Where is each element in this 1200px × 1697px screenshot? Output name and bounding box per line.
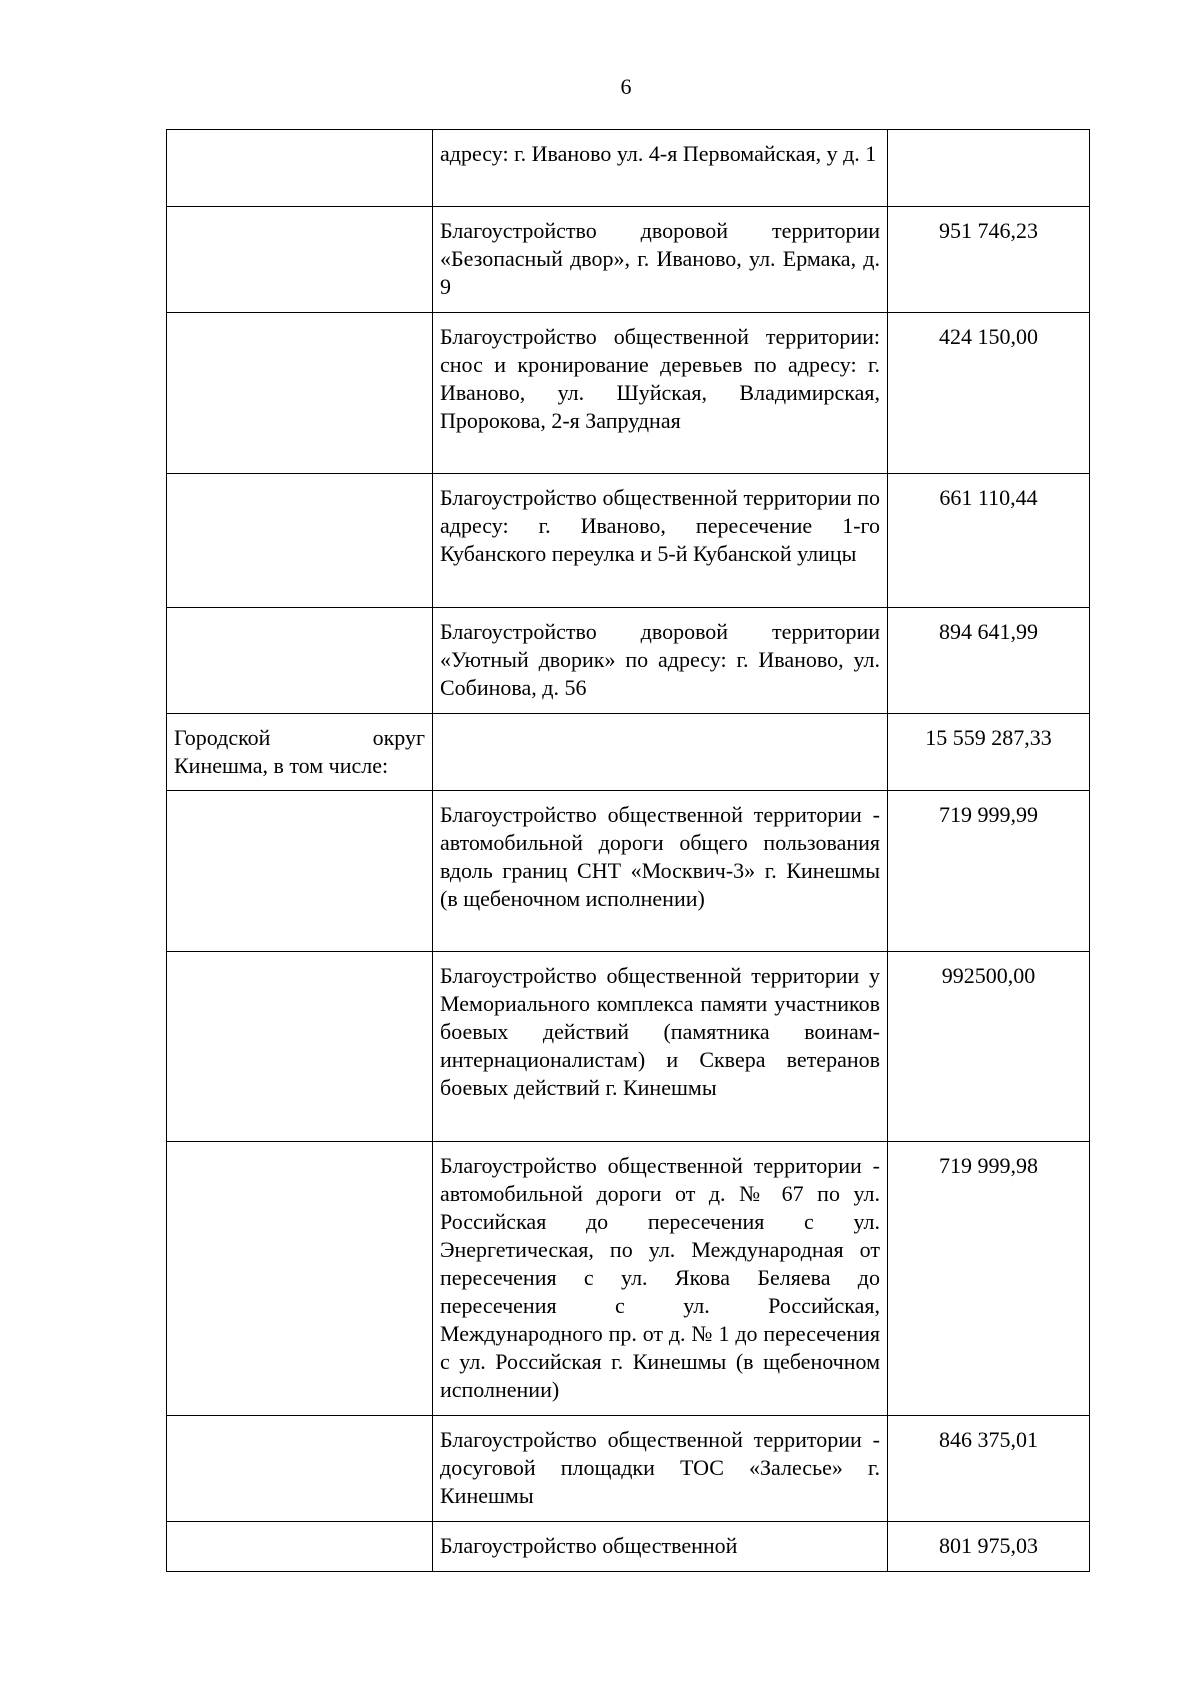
municipality-cell: [167, 130, 433, 207]
amount-cell: 951 746,23: [888, 207, 1090, 313]
table-row: [167, 608, 1090, 714]
object-cell: Благоустройство общественной: [433, 1522, 888, 1572]
table-row: [167, 313, 1090, 474]
amount-cell: 801 975,03: [888, 1522, 1090, 1572]
table-row: [167, 1142, 1090, 1416]
object-cell: [433, 714, 888, 791]
object-cell: Благоустройство общественной территории по адресу: г. Иваново, пересечение 1-го Кубанского переулка и 5-й Кубанской улицы: [433, 474, 888, 608]
object-cell: Благоустройство общественной территории у Мемориального комплекса памяти участников боевых действий (памятника воинам-интернационалистам) и Сквера ветеранов боевых действий г. Кинешмы: [433, 952, 888, 1142]
municipality-cell: [167, 1522, 433, 1572]
page-number: 6: [620, 74, 632, 99]
municipality-cell: [167, 791, 433, 952]
municipality-cell: [167, 474, 433, 608]
table-row: [167, 1416, 1090, 1522]
amount-cell: 719 999,98: [888, 1142, 1090, 1416]
table-row: [167, 952, 1090, 1142]
object-cell: Благоустройство дворовой территории «Уютный дворик» по адресу: г. Иваново, ул. Собинова, д. 56: [433, 608, 888, 714]
object-cell: Благоустройство общественной территории - автомобильной дороги от д. № 67 по ул. Российская до пересечения с ул. Энергетическая, по ул. Международная от пересечения с ул. Якова Беляева до пересечения с ул. Российская, Международного пр. от д. № 1 до пересечения с ул. Российская г. Кинешмы (в щебеночном исполнении): [433, 1142, 888, 1416]
table-row: [167, 474, 1090, 608]
table-row: [167, 207, 1090, 313]
municipality-cell: [167, 313, 433, 474]
amount-cell: 661 110,44: [888, 474, 1090, 608]
amount-cell: 894 641,99: [888, 608, 1090, 714]
table-row: [167, 130, 1090, 207]
amount-cell: 992500,00: [888, 952, 1090, 1142]
table-row: [167, 714, 1090, 791]
municipality-cell: [167, 608, 433, 714]
object-cell: Благоустройство общественной территории: снос и кронирование деревьев по адресу: г. Иваново, ул. Шуйская, Владимирская, Пророкова, 2-я Запрудная: [433, 313, 888, 474]
municipality-cell: [167, 1142, 433, 1416]
table-row: [167, 1522, 1090, 1572]
amount-cell: 424 150,00: [888, 313, 1090, 474]
municipality-cell: Городской округ Кинешма, в том числе:: [167, 714, 433, 791]
municipality-cell: [167, 207, 433, 313]
object-cell: Благоустройство дворовой территории «Безопасный двор», г. Иваново, ул. Ермака, д. 9: [433, 207, 888, 313]
object-cell: Благоустройство общественной территории - автомобильной дороги общего пользования вдоль границ СНТ «Москвич-3» г. Кинешмы (в щебеночном исполнении): [433, 791, 888, 952]
municipality-cell: [167, 952, 433, 1142]
table-row: [167, 791, 1090, 952]
amount-cell: 719 999,99: [888, 791, 1090, 952]
funding-table: [166, 129, 1090, 1572]
object-cell: Благоустройство общественной территории - досуговой площадки ТОС «Залесье» г. Кинешмы: [433, 1416, 888, 1522]
amount-cell: 15 559 287,33: [888, 714, 1090, 791]
object-cell: адресу: г. Иваново ул. 4-я Первомайская, у д. 1: [433, 130, 888, 207]
amount-cell: 846 375,01: [888, 1416, 1090, 1522]
municipality-cell: [167, 1416, 433, 1522]
amount-cell: [888, 130, 1090, 207]
